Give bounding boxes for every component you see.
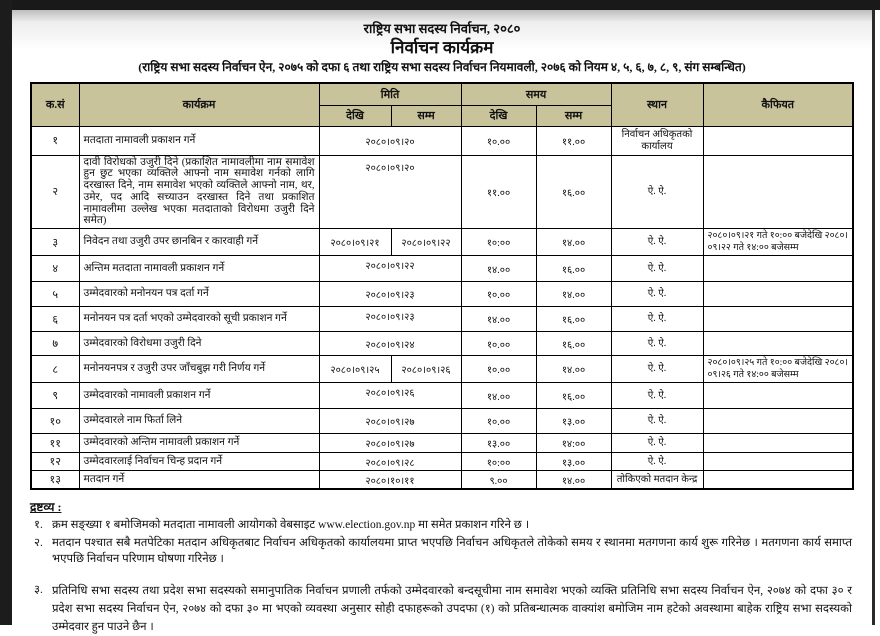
cell-serial: ७ xyxy=(31,332,79,356)
cell-remarks xyxy=(703,332,853,356)
cell-serial: १० xyxy=(31,409,79,434)
cell-serial: १२ xyxy=(31,453,79,471)
cell-remarks xyxy=(703,256,853,282)
cell-time-from: १४.०० xyxy=(461,256,536,282)
cell-time-from: १०:०० xyxy=(461,453,536,471)
cell-date: २०८०।०९।२८ xyxy=(319,453,461,471)
cell-date: २०८०।०९।२२ xyxy=(319,256,461,282)
cell-time-from: १०.०० xyxy=(461,356,536,383)
document-header xyxy=(12,10,872,75)
cell-activity: मनोनयनपत्र र उजुरी उपर जाँचबुझ गरी निर्णय गर्ने xyxy=(79,356,319,383)
cell-remarks xyxy=(703,282,853,307)
footnote-text: प्रतिनिधि सभा सदस्य तथा प्रदेश सभा सदस्यको समानुपातिक निर्वाचन प्रणाली तर्फको उम्मेदवारको बन्दसूचीमा नाम समावेश भएको व्यक्ति प्रतिनिधि सभा सदस्य निर्वाचन ऐन, २०७४ को दफा ३० र प्रदेश सभा सदस्य निर्वाचन ऐन, २०७४ को दफा ३० मा भएको व्यवस्था अनुसार सोही दफाहरूको उपदफा (१) को प्रतिबन्धात्मक वाक्यांश बमोजिम नाम हटेको अवस्थामा बाहेक राष्ट्रिय सभा सदस्यको उम्मेदवार हुन पाउने छैन । xyxy=(52,584,852,633)
footnote-text: मतदान पश्चात सबै मतपेटिका मतदान अधिकृतबाट निर्वाचन अधिकृतको कार्यालयमा प्राप्त भएपछि निर्वाचन अधिकृतले तोकेको समय र स्थानमा मतगणना कार्य शुरू गरिनेछ । मतगणना कार्य समाप्त भएपछि निर्वाचन परिणाम घोषणा गरिनेछ । xyxy=(52,536,852,566)
col-header-serial: क.सं xyxy=(31,83,79,126)
cell-time-from: १०.०० xyxy=(461,332,536,356)
cell-place: ऐ. ऐ. xyxy=(611,434,703,453)
footnote-item xyxy=(30,582,858,636)
cell-time-to: १३.०० xyxy=(536,453,611,471)
cell-date-from: २०८०।०९।२५ xyxy=(319,356,391,383)
footnote-item xyxy=(30,517,858,534)
footnote-text: क्रम सङ्ख्या १ बमोजिमको मतदाता नामावली आयोगको वेबसाइट www.election.gov.np मा समेत प्रकाशन गरिने छ । xyxy=(52,519,530,532)
election-schedule-table xyxy=(30,82,854,490)
footnote-number: २. xyxy=(34,536,43,549)
cell-place: ऐ. ऐ. xyxy=(611,256,703,282)
document-title-line2: निर्वाचन कार्यक्रम xyxy=(390,38,494,57)
cell-remarks xyxy=(703,434,853,453)
cell-time-to: १६.०० xyxy=(536,256,611,282)
cell-remarks xyxy=(703,471,853,490)
cell-place: निर्वाचन अधिकृतको कार्यालय xyxy=(611,126,703,155)
cell-place: ऐ. ऐ. xyxy=(611,453,703,471)
table-row xyxy=(31,307,853,332)
col-header-date: मिति xyxy=(319,83,461,105)
footnotes-heading: द्रष्टव्य : xyxy=(30,500,62,515)
cell-time-to: ११.०० xyxy=(536,126,611,155)
cell-serial: १ xyxy=(31,126,79,155)
cell-time-from: ११.०० xyxy=(461,155,536,229)
cell-time-to: १३.०० xyxy=(536,409,611,434)
cell-remarks: २०८०।०९।२५ गते १०:०० बजेदेखि २०८०।०९।२६ गते १४:०० बजेसम्म xyxy=(703,356,853,383)
cell-activity: उम्मेदवारको मनोनयन पत्र दर्ता गर्ने xyxy=(79,282,319,307)
document-page xyxy=(12,10,872,633)
cell-place: ऐ. ऐ. xyxy=(611,229,703,256)
cell-time-from: १३.०० xyxy=(461,434,536,453)
col-header-remarks: कैफियत xyxy=(703,83,853,126)
col-header-date-from: देखि xyxy=(319,105,391,126)
table-row xyxy=(31,383,853,409)
footnotes-section xyxy=(30,498,858,636)
cell-activity: उम्मेदवारको अन्तिम नामावली प्रकाशन गर्ने xyxy=(79,434,319,453)
table-row xyxy=(31,453,853,471)
footnote-item xyxy=(30,535,858,568)
cell-time-from: १०.०० xyxy=(461,282,536,307)
cell-date: २०८०।०९।२३ xyxy=(319,282,461,307)
table-row xyxy=(31,126,853,155)
cell-time-to: १६.०० xyxy=(536,307,611,332)
cell-time-to: १४.०० xyxy=(536,282,611,307)
document-title-line1: राष्ट्रिय सभा सदस्य निर्वाचन, २०८० xyxy=(363,21,521,36)
cell-time-to: १६.०० xyxy=(536,332,611,356)
cell-date: २०८०।०९।२४ xyxy=(319,332,461,356)
cell-serial: ११ xyxy=(31,434,79,453)
cell-serial: ८ xyxy=(31,356,79,383)
cell-date: २०८०।०९।२७ xyxy=(319,409,461,434)
cell-time-from: ९.०० xyxy=(461,471,536,490)
cell-time-from: १४.०० xyxy=(461,307,536,332)
cell-time-from: १४.०० xyxy=(461,383,536,409)
col-header-time-from: देखि xyxy=(461,105,536,126)
cell-date: २०८०।०९।२० xyxy=(319,126,461,155)
cell-remarks xyxy=(703,453,853,471)
scan-frame-left xyxy=(0,0,12,625)
table-row xyxy=(31,256,853,282)
cell-remarks xyxy=(703,383,853,409)
table-row xyxy=(31,409,853,434)
cell-activity: मनोनयन पत्र दर्ता भएको उम्मेदवारको सूची प्रकाशन गर्ने xyxy=(79,307,319,332)
cell-activity: उम्मेदवारले नाम फिर्ता लिने xyxy=(79,409,319,434)
cell-time-from: १०.०० xyxy=(461,126,536,155)
cell-activity: निवेदन तथा उजुरी उपर छानबिन र कारवाही गर्ने xyxy=(79,229,319,256)
col-header-place: स्थान xyxy=(611,83,703,126)
cell-activity: दावी विरोधको उजुरी दिने (प्रकाशित नामावलीमा नाम समावेश हुन छुट भएका व्यक्तिले आफ्नो नाम समावेश गर्नको लागि दरखास्त दिने, नाम समावेश भएको व्यक्तिले आफ्नो नाम, थर, उमेर, पद आदि सच्याउन दरखास्त दिने तथा प्रकाशित नामावलीमा उल्लेख भएका मतदाताको विरोधमा उजुरी दिने समेत) xyxy=(79,155,319,229)
cell-activity: अन्तिम मतदाता नामावली प्रकाशन गर्ने xyxy=(79,256,319,282)
table-row xyxy=(31,332,853,356)
cell-date-to: २०८०।०९।२२ xyxy=(391,229,461,256)
cell-time-to: १६.०० xyxy=(536,155,611,229)
cell-date: २०८०।०९।२७ xyxy=(319,434,461,453)
cell-date: २०८०।१०।११ xyxy=(319,471,461,490)
footnote-number: ३. xyxy=(34,583,43,596)
table-row xyxy=(31,282,853,307)
cell-remarks xyxy=(703,409,853,434)
cell-time-from: १०:०० xyxy=(461,229,536,256)
cell-remarks xyxy=(703,307,853,332)
cell-remarks xyxy=(703,155,853,229)
cell-time-to: १४:०० xyxy=(536,434,611,453)
cell-serial: ५ xyxy=(31,282,79,307)
cell-time-to: १६.०० xyxy=(536,383,611,409)
col-header-activity: कार्यक्रम xyxy=(79,83,319,126)
cell-serial: ४ xyxy=(31,256,79,282)
cell-time-from: १०.०० xyxy=(461,409,536,434)
table-row xyxy=(31,471,853,490)
cell-date: २०८०।०९।२३ xyxy=(319,307,461,332)
cell-activity: उम्मेदवारको नामावली प्रकाशन गर्ने xyxy=(79,383,319,409)
cell-activity: मतदान गर्ने xyxy=(79,471,319,490)
cell-serial: १३ xyxy=(31,471,79,490)
cell-time-to: १४.०० xyxy=(536,229,611,256)
col-header-time: समय xyxy=(461,83,611,105)
cell-time-to: १४.०० xyxy=(536,471,611,490)
table-row xyxy=(31,155,853,229)
scan-frame-top xyxy=(0,0,880,10)
cell-remarks xyxy=(703,126,853,155)
col-header-time-to: सम्म xyxy=(536,105,611,126)
table-header-row-1 xyxy=(31,83,853,105)
cell-activity: मतदाता नामावली प्रकाशन गर्ने xyxy=(79,126,319,155)
cell-activity: उम्मेदवारको विरोधमा उजुरी दिने xyxy=(79,332,319,356)
cell-place: ऐ. ऐ. xyxy=(611,307,703,332)
cell-date-from: २०८०।०९।२१ xyxy=(319,229,391,256)
cell-place: ऐ. ऐ. xyxy=(611,409,703,434)
cell-serial: ९ xyxy=(31,383,79,409)
cell-place: ऐ. ऐ. xyxy=(611,383,703,409)
cell-date-to: २०८०।०९।२६ xyxy=(391,356,461,383)
cell-activity: उम्मेदवारलाई निर्वाचन चिन्ह प्रदान गर्ने xyxy=(79,453,319,471)
cell-time-to: १४.०० xyxy=(536,356,611,383)
table-row xyxy=(31,434,853,453)
footnote-number: १. xyxy=(34,519,43,532)
cell-place: ऐ. ऐ. xyxy=(611,332,703,356)
table-row xyxy=(31,356,853,383)
col-header-date-to: सम्म xyxy=(391,105,461,126)
cell-serial: ३ xyxy=(31,229,79,256)
cell-place: ऐ. ऐ. xyxy=(611,282,703,307)
cell-remarks: २०८०।०९।२१ गते १०:०० बजेदेखि २०८०।०९।२२ गते १४:०० बजेसम्म xyxy=(703,229,853,256)
cell-serial: २ xyxy=(31,155,79,229)
cell-place: तोकिएको मतदान केन्द्र xyxy=(611,471,703,490)
cell-place: ऐ. ऐ. xyxy=(611,155,703,229)
document-subtitle: (राष्ट्रिय सभा सदस्य निर्वाचन ऐन, २०७५ को दफा ६ तथा राष्ट्रिय सभा सदस्य निर्वाचन नियमावली, २०७६ को नियम ४, ५, ६, ७, ८, ९, संग सम्बन्धित) xyxy=(138,60,746,74)
cell-date: २०८०।०९।२० xyxy=(319,155,461,229)
cell-date: २०८०।०९।२६ xyxy=(319,383,461,409)
cell-serial: ६ xyxy=(31,307,79,332)
cell-place: ऐ. ऐ. xyxy=(611,356,703,383)
page-edge-line xyxy=(872,10,875,625)
table-row xyxy=(31,229,853,256)
